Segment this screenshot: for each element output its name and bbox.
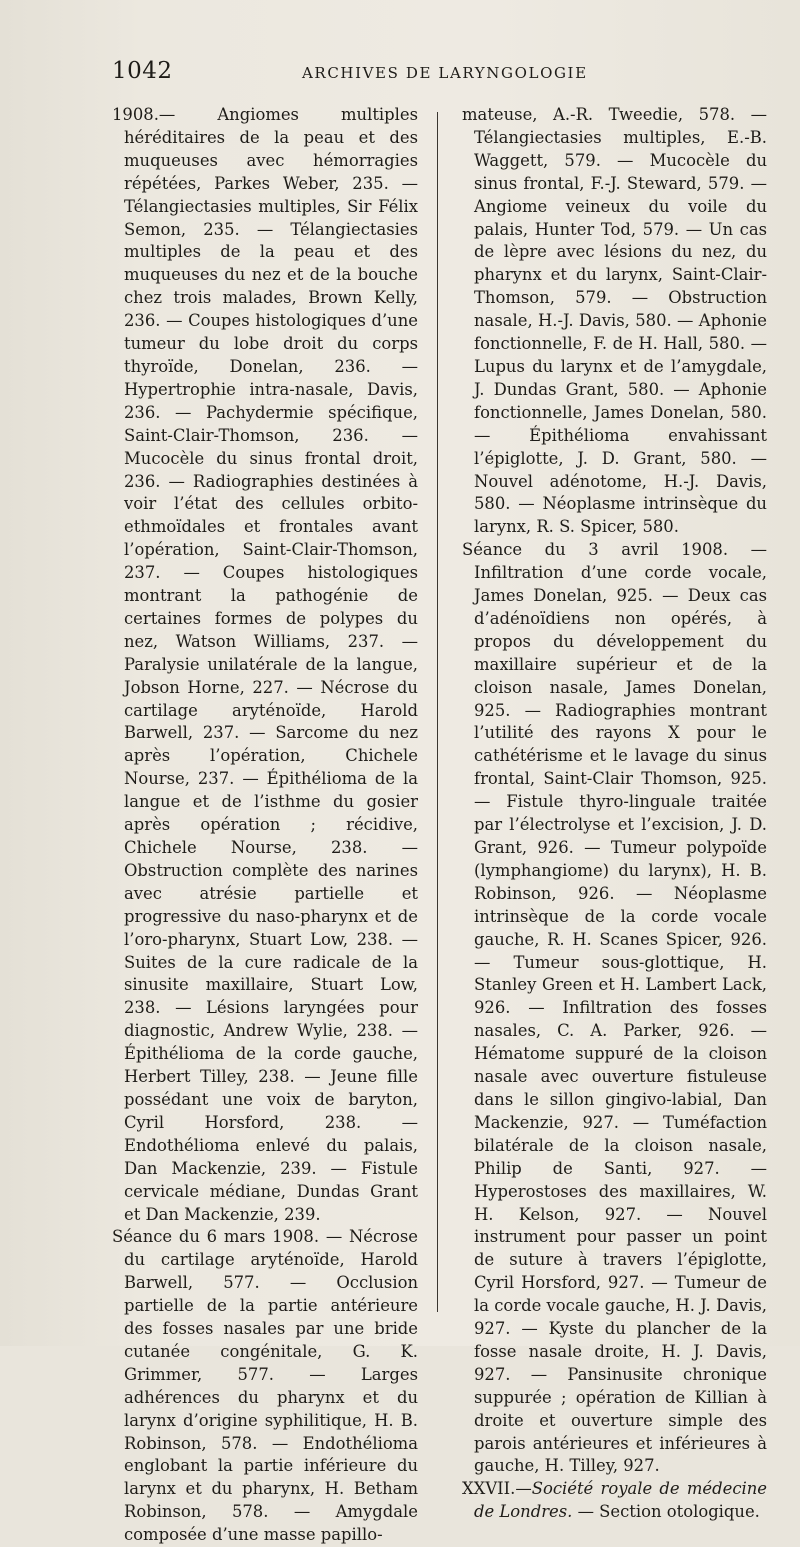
society-title: Société royale de médecine de Londres. [474, 1479, 767, 1522]
page-header [0, 58, 800, 90]
section-suffix: — Section otologique. [572, 1502, 760, 1522]
running-head: ARCHIVES DE LARYNGOLOGIE [302, 64, 588, 82]
page-number: 1042 [112, 58, 173, 84]
section-heading-xxvii [462, 1478, 767, 1524]
column-divider [437, 112, 438, 1312]
section-number: XXVII.— [462, 1479, 532, 1499]
left-column [112, 104, 418, 1547]
paragraph-seance-6-mars: Séance du 6 mars 1908. — Nécrose du cartilage aryténoïde, Harold Barwell, 577. — Occlusion partielle de la partie antérieure des fosses nasales par une bride cutanée congénitale, G. K. Grimmer, 577. — Larges adhérences du pharynx et du larynx d’origine syphilitique, H. B. Robinson, 578. — Endothélioma englobant la partie inférieure du larynx et du pharynx, H. Betham Robinson, 578. — Amygdale composée d’une masse papillo- [112, 1227, 418, 1545]
paragraph-1908-entries: 1908.— Angiomes multiples héréditaires de la peau et des muqueuses avec hémorragies répétées, Parkes Weber, 235. — Télangiectasies multiples, Sir Félix Semon, 235. — Télangiectasies multiples de la peau et des muqueuses du nez et de la bouche chez trois malades, Brown Kelly, 236. — Coupes histologiques d’une tumeur du lobe droit du corps thyroïde, Donelan, 236. — Hypertrophie intra-nasale, Davis, 236. — Pachydermie spécifique, Saint-Clair-Thomson, 236. — Mucocèle du sinus frontal droit, 236. — Radiographies destinées à voir l’état des cellules orbito-ethmoïdales et frontales avant l’opération, Saint-Clair-Thomson, 237. — Coupes histologiques montrant la pathogénie de certaines formes de polypes du nez, Watson Williams, 237. — Paralysie unilatérale de la langue, Jobson Horne, 227. — Nécrose du cartilage aryténoïde, Harold Barwell, 237. — Sarcome du nez après l’opération, Chichele Nourse, 237. — Épithélioma de la langue et de l’isthme du gosier après opération ; récidive, Chichele Nourse, 238. — Obstruction complète des narines avec atrésie partielle et progressive du naso-pharynx et de l’oro-pharynx, Stuart Low, 238. — Suites de la cure radicale de la sinusite maxillaire, Stuart Low, 238. — Lésions laryngées pour diagnostic, Andrew Wylie, 238. — Épithélioma de la corde gauche, Herbert Tilley, 238. — Jeune fille possédant une voix de baryton, Cyril Horsford, 238. — Endothélioma enlevé du palais, Dan Mackenzie, 239. — Fistule cervicale médiane, Dundas Grant et Dan Mackenzie, 239. [112, 105, 418, 1224]
paragraph-continuation: mateuse, A.-R. Tweedie, 578. — Télangiectasies multiples, E.-B. Waggett, 579. — Mucocèle du sinus frontal, F.-J. Steward, 579. — Angiome veineux du voile du palais, Hunter Tod, 579. — Un cas de lèpre avec lésions du nez, du pharynx et du larynx, Saint-Clair-Thomson, 579. — Obstruction nasale, H.-J. Davis, 580. — Aphonie fonctionnelle, F. de H. Hall, 580. — Lupus du larynx et de l’amygdale, J. Dundas Grant, 580. — Aphonie fonctionnelle, James Donelan, 580. — Épithélioma envahissant l’épiglotte, J. D. Grant, 580. — Nouvel adénotome, H.-J. Davis, 580. — Néoplasme intrinsèque du larynx, R. S. Spicer, 580. [462, 105, 767, 537]
right-column [462, 104, 767, 1524]
paragraph-seance-3-avril: Séance du 3 avril 1908. — Infiltration d’une corde vocale, James Donelan, 925. — Deux cas d’adénoïdiens non opérés, à propos du développement du maxillaire supérieur et de la cloison nasale, James Donelan, 925. — Radiographies montrant l’utilité des rayons X pour le cathétérisme et le lavage du sinus frontal, Saint-Clair Thomson, 925. — Fistule thyro-linguale traitée par l’électrolyse et l’excision, J. D. Grant, 926. — Tumeur polypoïde (lymphangiome) du larynx), H. B. Robinson, 926. — Néoplasme intrinsèque de la corde vocale gauche, R. H. Scanes Spicer, 926. — Tumeur sous-glottique, H. Stanley Green et H. Lambert Lack, 926. — Infiltration des fosses nasales, C. A. Parker, 926. — Hématome suppuré de la cloison nasale avec ouverture fistuleuse dans le sillon gingivo-labial, Dan Mackenzie, 927. — Tuméfaction bilatérale de la cloison nasale, Philip de Santi, 927. — Hyperostoses des maxillaires, W. H. Kelson, 927. — Nouvel instrument pour passer un point de suture à travers l’épiglotte, Cyril Horsford, 927. — Tumeur de la corde vocale gauche, H. J. Davis, 927. — Kyste du plancher de la fosse nasale droite, H. J. Davis, 927. — Pansinusite chronique suppurée ; opération de Killian à droite et ouverture simple des parois antérieures et inférieures à gauche, H. Tilley, 927. [462, 540, 767, 1476]
